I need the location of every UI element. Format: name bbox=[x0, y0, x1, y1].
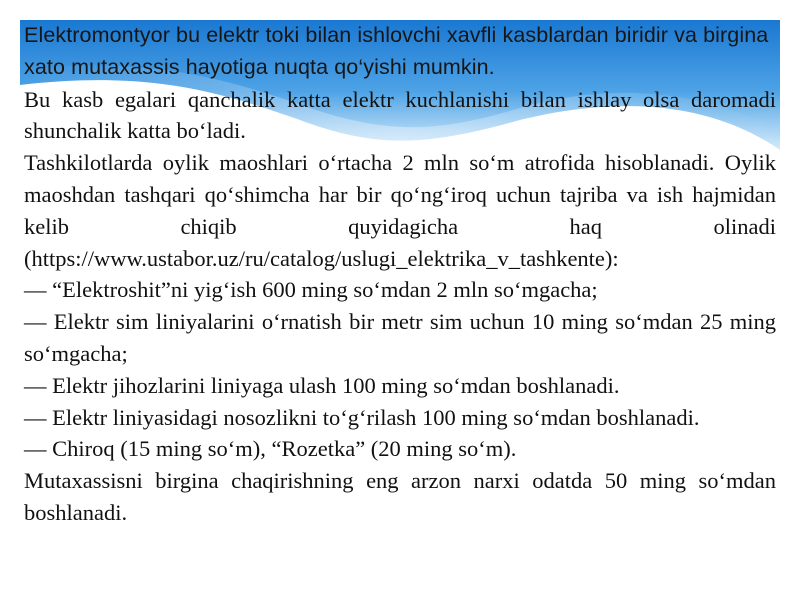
slide-text bbox=[24, 20, 776, 529]
salary-paragraph: Tashkilotlarda oylik maoshlari o‘rtacha 2 mln so‘m atrofida hisoblanadi. Oylik maoshdan tashqari qo‘shimcha har bir qo‘ng‘iroq uchun tajriba va ish hajmidan kelib chiqib quyidagicha haq olinadi (https://www.ustabor.uz/ru/catalog/uslugi_elektrika_v_tashkente): bbox=[24, 150, 776, 271]
intro-paragraph: Elektromontyor bu elektr toki bilan ishlovchi xavfli kasblardan biridir va birgina xato mutaxassis hayotiga nuqta qo‘yishi mumkin. bbox=[24, 23, 769, 79]
list-item: — Elektr jihozlarini liniyaga ulash 100 ming so‘mdan boshlanadi. bbox=[24, 372, 620, 398]
list-item: — Elektr sim liniyalarini o‘rnatish bir metr sim uchun 10 ming so‘mdan 25 ming so‘mgacha; bbox=[24, 309, 776, 366]
list-item: — “Elektroshit”ni yig‘ish 600 ming so‘mdan 2 mln so‘mgacha; bbox=[24, 277, 598, 303]
list-item: — Elektr liniyasidagi nosozlikni to‘g‘rilash 100 ming so‘mdan boshlanadi. bbox=[24, 404, 700, 430]
list-item: — Chiroq (15 ming so‘m), “Rozetka” (20 ming so‘m). bbox=[24, 436, 517, 462]
closing-paragraph: Mutaxassisni birgina chaqirishning eng arzon narxi odatda 50 ming so‘mdan boshlanadi. bbox=[24, 468, 776, 525]
income-paragraph: Bu kasb egalari qanchalik katta elektr kuchlanishi bilan ishlay olsa daromadi shunchalik katta bo‘ladi. bbox=[24, 86, 776, 144]
